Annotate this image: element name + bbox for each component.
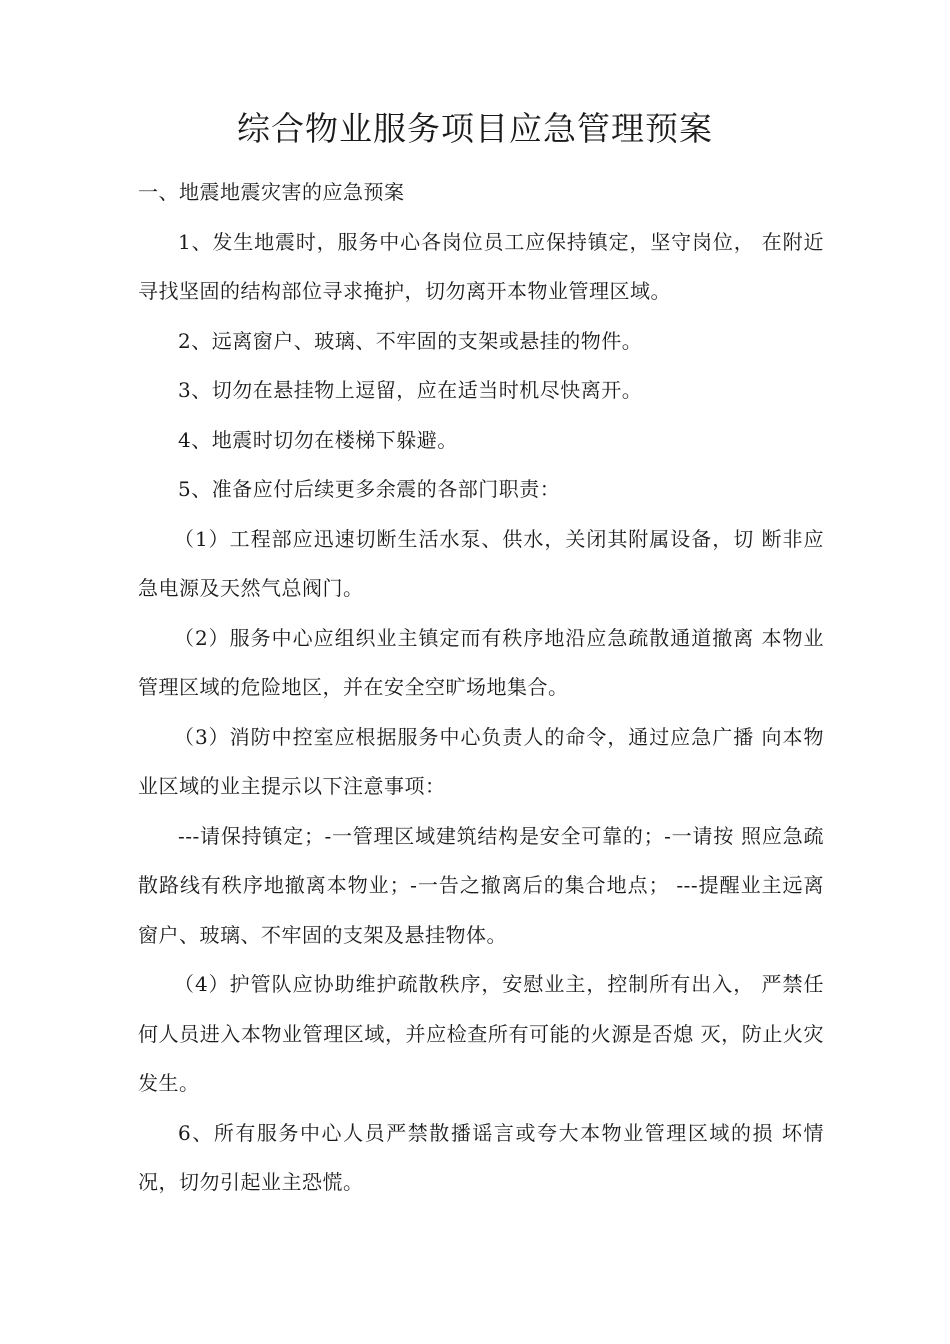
- paragraph-3: 3、切勿在悬挂物上逗留，应在适当时机尽快离开。: [178, 378, 643, 402]
- section-heading: 一、地震地震灾害的应急预案: [138, 180, 405, 204]
- paragraph-notice-items: ---请保持镇定；-一管理区域建筑结构是安全可靠的；-一请按 照应急疏散路线有秩序地撤离本物业；-一告之撤离后的集合地点； ---提醒业主远离窗户、玻璃、不牢固的支架及悬挂物体。: [138, 823, 824, 947]
- paragraph-5-4: （4）护管队应协助维护疏散秩序，安慰业主，控制所有出入， 严禁任何人员进入本物业管理区域，并应检查所有可能的火源是否熄 灭，防止火灾发生。: [138, 972, 824, 1095]
- paragraph-6: 6、所有服务中心人员严禁散播谣言或夸大本物业管理区域的损 坏情况，切勿引起业主恐慌。: [138, 1120, 824, 1194]
- paragraph-4: 4、地震时切勿在楼梯下躲避。: [178, 427, 458, 452]
- paragraph-5-3: （3）消防中控室应根据服务中心负责人的命令，通过应急广播 向本物业区域的业主提示以下注意事项：: [138, 724, 824, 798]
- document-title: 综合物业服务项目应急管理预案: [237, 109, 713, 148]
- paragraph-5-2: （2）服务中心应组织业主镇定而有秩序地沿应急疏散通道撤离 本物业管理区域的危险地区，并在安全空旷场地集合。: [138, 625, 824, 699]
- paragraph-1: 1、发生地震时，服务中心各岗位员工应保持镇定，坚守岗位， 在附近寻找坚固的结构部位寻求掩护，切勿离开本物业管理区域。: [138, 229, 824, 303]
- paragraph-2: 2、远离窗户、玻璃、不牢固的支架或悬挂的物件。: [178, 328, 643, 353]
- document-body: [138, 168, 824, 1208]
- paragraph-5: 5、准备应付后续更多余震的各部门职责：: [178, 477, 561, 501]
- paragraph-5-1: （1）工程部应迅速切断生活水泵、供水，关闭其附属设备，切 断非应急电源及天然气总阀门。: [138, 526, 824, 600]
